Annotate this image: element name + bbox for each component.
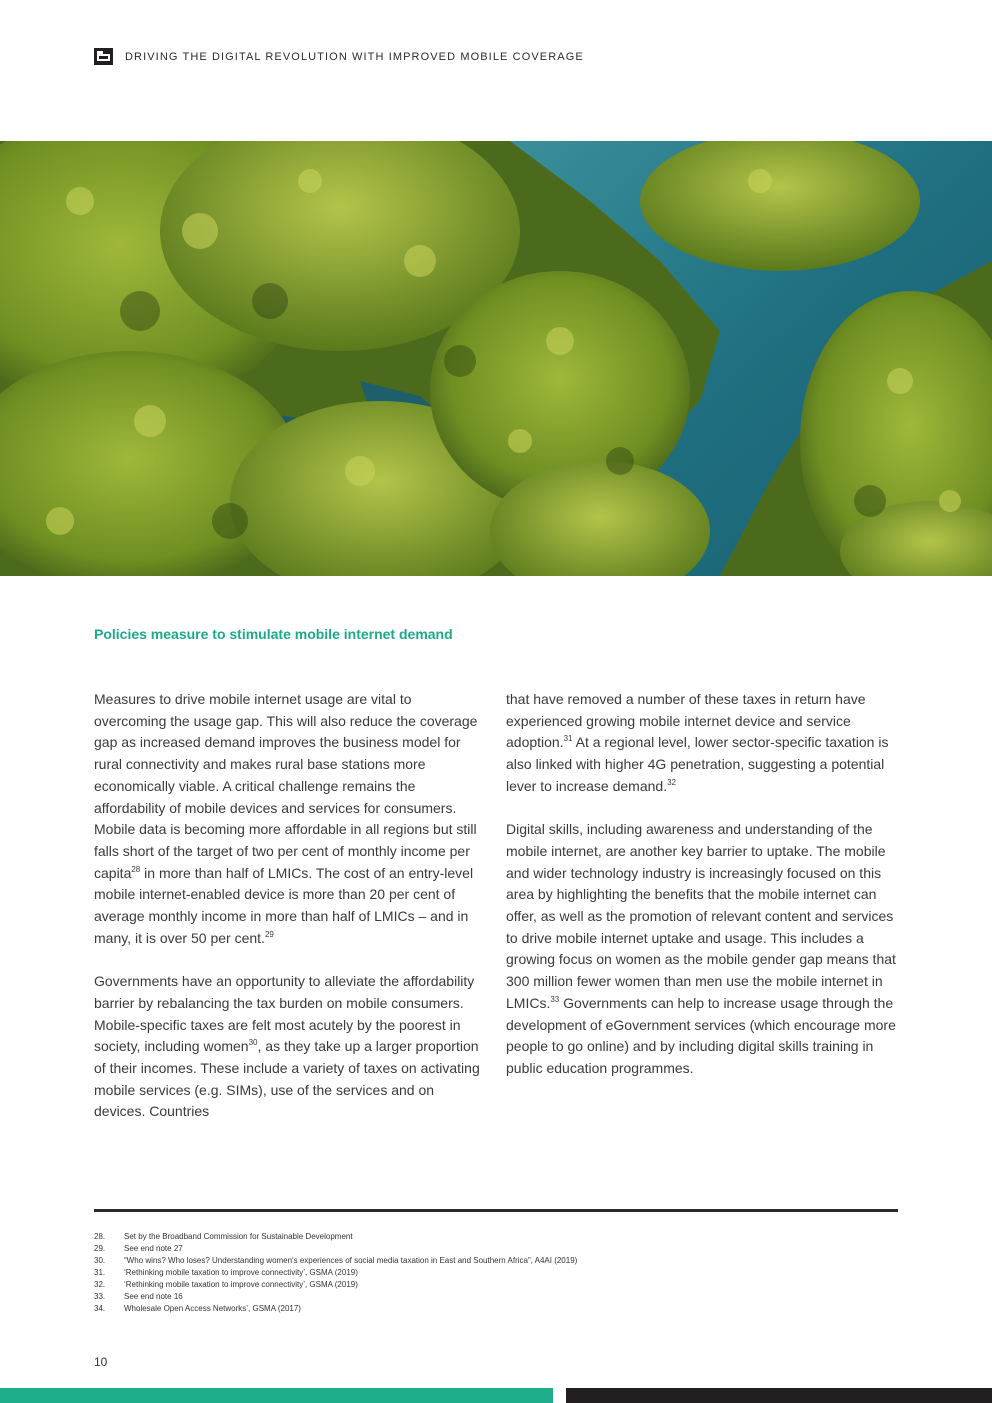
footnote-ref: 33 bbox=[550, 994, 560, 1004]
aerial-mangrove-river-photo bbox=[0, 141, 992, 576]
footnote: 29. See end note 27 bbox=[94, 1244, 183, 1253]
body-column-left bbox=[94, 689, 486, 1145]
paragraph: that have removed a number of these taxes in return have experienced growing mobile internet device and service adoption.$^{31}$ At a regional level, lower sector-specific taxation is also linked with higher 4G penetration, suggesting a potential lever to increase demand.$^{32}$ bbox=[506, 691, 889, 794]
hero-photo bbox=[0, 141, 992, 576]
report-logo-icon bbox=[94, 48, 113, 65]
header-title: DRIVING THE DIGITAL REVOLUTION WITH IMPROVED MOBILE COVERAGE bbox=[125, 50, 584, 63]
footnote-ref: 28 bbox=[131, 864, 141, 874]
footnote: 31. ‘Rethinking mobile taxation to improve connectivity’, GSMA (2019) bbox=[94, 1268, 358, 1277]
footnote-ref: 31 bbox=[563, 734, 573, 744]
footnotes bbox=[94, 1231, 577, 1315]
footnote-ref: 30 bbox=[248, 1038, 258, 1048]
footer-bar-accent bbox=[0, 1388, 553, 1403]
section-heading: Policies measure to stimulate mobile internet demand bbox=[94, 626, 453, 642]
footer-bar-dark bbox=[566, 1388, 992, 1403]
footnote: 32. ‘Rethinking mobile taxation to improve connectivity’, GSMA (2019) bbox=[94, 1280, 358, 1289]
footnote: 33. See end note 16 bbox=[94, 1292, 183, 1301]
footnote: 30. “Who wins? Who loses? Understanding women's experiences of social media taxation in East and Southern Africa”, A4AI (2019) bbox=[94, 1256, 578, 1265]
footnote-ref: 29 bbox=[264, 929, 274, 939]
footnote-divider bbox=[94, 1209, 898, 1212]
paragraph: Measures to drive mobile internet usage are vital to overcoming the usage gap. This will also reduce the coverage gap as increased demand improves the business model for rural connectivity and makes rural base stations more economically viable. A critical challenge remains the affordability of mobile devices and services for consumers. Mobile data is becoming more affordable in all regions but still falls short of the target of two per cent of monthly income per capita$^{28}$ in more than half of LMICs. The cost of an entry-level mobile internet-enabled device is more than 20 per cent of average monthly income in more than half of LMICs – and in many, it is over 50 per cent.$^{29}$ bbox=[94, 691, 478, 946]
footnote: 34. Wholesale Open Access Networks’, GSMA (2017) bbox=[94, 1304, 301, 1313]
footnote-ref: 32 bbox=[667, 777, 676, 787]
footnote: 28. Set by the Broadband Commission for Sustainable Development bbox=[94, 1232, 353, 1241]
paragraph: Digital skills, including awareness and understanding of the mobile internet, are another key barrier to uptake. The mobile and wider technology industry is increasingly focused on this area by highlighting the benefits that the mobile internet can offer, as well as the promotion of relevant content and services to drive mobile internet uptake and usage. This includes a growing focus on women as the mobile gender gap means that 300 million fewer women than men use the mobile internet in LMICs.$^{33}$ Governments can help to increase usage through the development of eGovernment services (which encourage more people to go online) and by including digital skills training in public education programmes. bbox=[506, 821, 896, 1076]
body-column-right bbox=[506, 689, 898, 1101]
page-number: 10 bbox=[94, 1355, 108, 1369]
paragraph: Governments have an opportunity to alleviate the affordability barrier by rebalancing the tax burden on mobile consumers. Mobile-specific taxes are felt most acutely by the poorest in society, including women$^{30}$, as they take up a larger proportion of their incomes. These include a variety of taxes on activating mobile services (e.g. SIMs), use of the services and on devices. Countries bbox=[94, 973, 480, 1120]
page-header bbox=[94, 48, 584, 65]
